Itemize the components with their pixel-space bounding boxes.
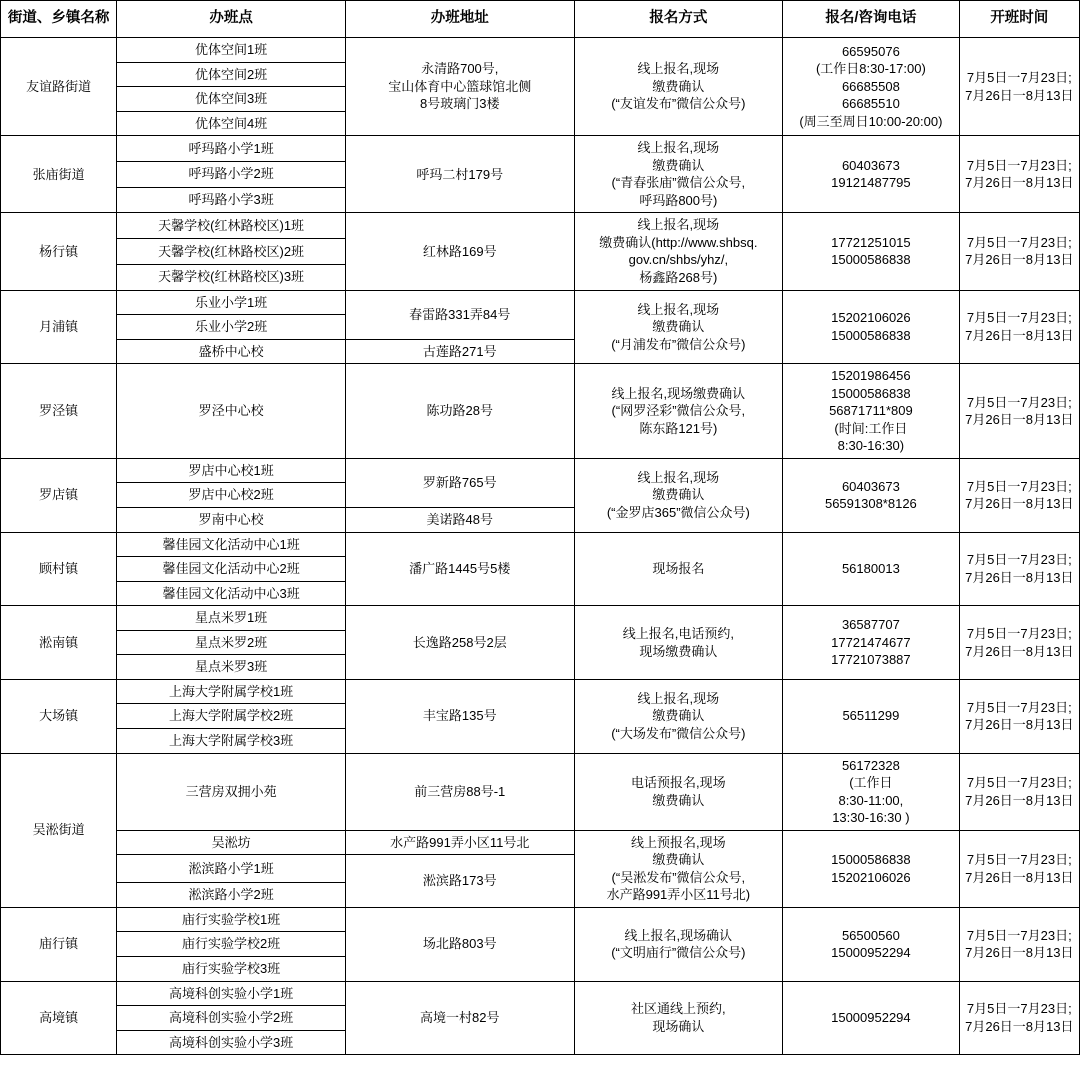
cell-site: 星点米罗2班 <box>117 630 346 655</box>
cell-address: 丰宝路135号 <box>345 679 574 753</box>
cell-address: 高境一村82号 <box>345 981 574 1055</box>
cell-time: 7月5日一7月23日; 7月26日一8月13日 <box>959 981 1079 1055</box>
table-row <box>1 458 1080 483</box>
cell-site: 罗店中心校2班 <box>117 483 346 508</box>
cell-site: 优体空间2班 <box>117 62 346 87</box>
column-header-phone: 报名/咨询电话 <box>783 1 959 38</box>
cell-site: 三营房双拥小苑 <box>117 753 346 830</box>
cell-site: 罗泾中心校 <box>117 364 346 459</box>
table-row <box>1 38 1080 63</box>
cell-phone: 15000952294 <box>783 981 959 1055</box>
cell-phone: 60403673 19121487795 <box>783 136 959 213</box>
cell-method: 电话预报名,现场 缴费确认 <box>574 753 783 830</box>
cell-method: 线上报名,现场 缴费确认 (“大场发布”微信公众号) <box>574 679 783 753</box>
column-header-time: 开班时间 <box>959 1 1079 38</box>
cell-time: 7月5日一7月23日; 7月26日一8月13日 <box>959 606 1079 680</box>
column-header-address: 办班地址 <box>345 1 574 38</box>
cell-town: 大场镇 <box>1 679 117 753</box>
table-row <box>1 753 1080 830</box>
cell-address: 长逸路258号2层 <box>345 606 574 680</box>
cell-site: 馨佳园文化活动中心2班 <box>117 557 346 582</box>
cell-site: 庙行实验学校3班 <box>117 956 346 981</box>
cell-site: 呼玛路小学2班 <box>117 161 346 187</box>
cell-address: 呼玛二村179号 <box>345 136 574 213</box>
cell-time: 7月5日一7月23日; 7月26日一8月13日 <box>959 907 1079 981</box>
cell-site: 淞滨路小学2班 <box>117 883 346 908</box>
table-row <box>1 830 1080 855</box>
cell-site: 盛桥中心校 <box>117 339 346 364</box>
cell-time: 7月5日一7月23日; 7月26日一8月13日 <box>959 38 1079 136</box>
cell-method: 线上报名,现场缴费确认 (“网罗泾彩”微信公众号, 陈东路121号) <box>574 364 783 459</box>
cell-method: 线上报名,现场 缴费确认 (“青春张庙”微信公众号, 呼玛路800号) <box>574 136 783 213</box>
cell-address: 春雷路331弄84号 <box>345 290 574 339</box>
cell-method: 线上报名,现场 缴费确认(http://www.shbsq. gov.cn/shbs/yhz/, 杨鑫路268号) <box>574 213 783 290</box>
cell-phone: 56172328 (工作日 8:30-11:00, 13:30-16:30 ) <box>783 753 959 830</box>
cell-method: 线上报名,现场 缴费确认 (“友谊发布”微信公众号) <box>574 38 783 136</box>
cell-time: 7月5日一7月23日; 7月26日一8月13日 <box>959 364 1079 459</box>
cell-address: 罗新路765号 <box>345 458 574 507</box>
column-header-site: 办班点 <box>117 1 346 38</box>
table-row <box>1 981 1080 1006</box>
cell-site: 吴淞坊 <box>117 830 346 855</box>
cell-site: 呼玛路小学1班 <box>117 136 346 162</box>
column-header-town: 街道、乡镇名称 <box>1 1 117 38</box>
cell-town: 罗泾镇 <box>1 364 117 459</box>
cell-phone: 15000586838 15202106026 <box>783 830 959 907</box>
cell-phone: 56180013 <box>783 532 959 606</box>
cell-method: 社区通线上预约, 现场确认 <box>574 981 783 1055</box>
cell-town: 月浦镇 <box>1 290 117 364</box>
cell-address: 前三营房88号-1 <box>345 753 574 830</box>
cell-phone: 56500560 15000952294 <box>783 907 959 981</box>
cell-phone: 17721251015 15000586838 <box>783 213 959 290</box>
cell-town: 张庙街道 <box>1 136 117 213</box>
cell-town: 顾村镇 <box>1 532 117 606</box>
cell-site: 庙行实验学校2班 <box>117 932 346 957</box>
table-row <box>1 290 1080 315</box>
cell-phone: 36587707 17721474677 17721073887 <box>783 606 959 680</box>
table-row <box>1 364 1080 459</box>
cell-site: 上海大学附属学校1班 <box>117 679 346 704</box>
cell-phone: 15201986456 15000586838 56871711*809 (时间:工作日 8:30-16:30) <box>783 364 959 459</box>
table-row <box>1 907 1080 932</box>
cell-time: 7月5日一7月23日; 7月26日一8月13日 <box>959 532 1079 606</box>
cell-method: 线上报名,现场确认 (“文明庙行”微信公众号) <box>574 907 783 981</box>
cell-site: 天馨学校(红林路校区)3班 <box>117 264 346 290</box>
cell-site: 乐业小学1班 <box>117 290 346 315</box>
table-row <box>1 213 1080 239</box>
column-header-method: 报名方式 <box>574 1 783 38</box>
cell-site: 乐业小学2班 <box>117 315 346 340</box>
cell-site: 高境科创实验小学1班 <box>117 981 346 1006</box>
cell-phone: 56511299 <box>783 679 959 753</box>
cell-phone: 60403673 56591308*8126 <box>783 458 959 532</box>
cell-site: 馨佳园文化活动中心1班 <box>117 532 346 557</box>
cell-site: 庙行实验学校1班 <box>117 907 346 932</box>
cell-site: 优体空间4班 <box>117 111 346 136</box>
cell-site: 上海大学附属学校2班 <box>117 704 346 729</box>
cell-method: 线上报名,现场 缴费确认 (“月浦发布”微信公众号) <box>574 290 783 364</box>
cell-site: 罗南中心校 <box>117 508 346 533</box>
cell-site: 上海大学附属学校3班 <box>117 728 346 753</box>
cell-phone: 15202106026 15000586838 <box>783 290 959 364</box>
cell-time: 7月5日一7月23日; 7月26日一8月13日 <box>959 753 1079 830</box>
cell-site: 高境科创实验小学3班 <box>117 1030 346 1055</box>
cell-site: 天馨学校(红林路校区)2班 <box>117 239 346 265</box>
table-row <box>1 679 1080 704</box>
cell-address: 红林路169号 <box>345 213 574 290</box>
cell-town: 杨行镇 <box>1 213 117 290</box>
table-row <box>1 136 1080 162</box>
cell-site: 优体空间3班 <box>117 87 346 112</box>
cell-time: 7月5日一7月23日; 7月26日一8月13日 <box>959 679 1079 753</box>
cell-method: 线上报名,现场 缴费确认 (“金罗店365”微信公众号) <box>574 458 783 532</box>
cell-site: 馨佳园文化活动中心3班 <box>117 581 346 606</box>
table-row <box>1 606 1080 631</box>
cell-method: 线上报名,电话预约, 现场缴费确认 <box>574 606 783 680</box>
table-header-row <box>1 1 1080 38</box>
table-row <box>1 532 1080 557</box>
cell-town: 罗店镇 <box>1 458 117 532</box>
cell-town: 吴淞街道 <box>1 753 117 907</box>
cell-address: 古莲路271号 <box>345 339 574 364</box>
cell-time: 7月5日一7月23日; 7月26日一8月13日 <box>959 290 1079 364</box>
cell-site: 高境科创实验小学2班 <box>117 1006 346 1031</box>
cell-town: 淞南镇 <box>1 606 117 680</box>
cell-address: 美诺路48号 <box>345 508 574 533</box>
cell-site: 天馨学校(红林路校区)1班 <box>117 213 346 239</box>
cell-site: 优体空间1班 <box>117 38 346 63</box>
cell-time: 7月5日一7月23日; 7月26日一8月13日 <box>959 136 1079 213</box>
cell-site: 罗店中心校1班 <box>117 458 346 483</box>
cell-town: 高境镇 <box>1 981 117 1055</box>
cell-method: 现场报名 <box>574 532 783 606</box>
cell-phone: 66595076 (工作日8:30-17:00) 66685508 66685510 (周三至周日10:00-20:00) <box>783 38 959 136</box>
cell-site: 呼玛路小学3班 <box>117 187 346 213</box>
cell-time: 7月5日一7月23日; 7月26日一8月13日 <box>959 458 1079 532</box>
cell-address: 淞滨路173号 <box>345 855 574 908</box>
cell-time: 7月5日一7月23日; 7月26日一8月13日 <box>959 830 1079 907</box>
cell-town: 庙行镇 <box>1 907 117 981</box>
cell-time: 7月5日一7月23日; 7月26日一8月13日 <box>959 213 1079 290</box>
cell-address: 陈功路28号 <box>345 364 574 459</box>
cell-address: 水产路991弄小区11号北 <box>345 830 574 855</box>
table-body <box>1 38 1080 1055</box>
cell-address: 潘广路1445号5楼 <box>345 532 574 606</box>
cell-site: 淞滨路小学1班 <box>117 855 346 883</box>
cell-site: 星点米罗1班 <box>117 606 346 631</box>
cell-address: 场北路803号 <box>345 907 574 981</box>
cell-site: 星点米罗3班 <box>117 655 346 680</box>
cell-address: 永清路700号, 宝山体育中心篮球馆北侧 8号玻璃门3楼 <box>345 38 574 136</box>
cell-method: 线上预报名,现场 缴费确认 (“吴淞发布”微信公众号, 水产路991弄小区11号北) <box>574 830 783 907</box>
cell-town: 友谊路街道 <box>1 38 117 136</box>
